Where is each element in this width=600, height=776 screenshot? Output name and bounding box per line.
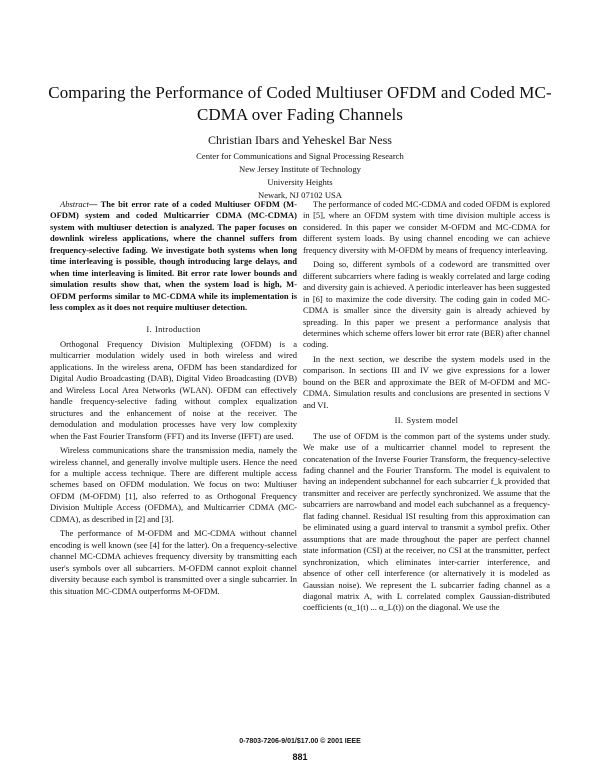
- section-number: I.: [146, 323, 152, 334]
- affiliation: [120, 150, 480, 202]
- body-paragraph: The performance of coded MC-CDMA and coded OFDM is explored in [5], where an OFDM system with time division multiple access is considered. In this paper we consider M-OFDM and MC-CDMA for different system loads. By using channel encoding we can achieve frequency diversity with M-OFDM by means of frequency interleaving.: [303, 199, 550, 255]
- section-heading-introduction: [50, 324, 297, 335]
- page-number: 881: [292, 752, 308, 762]
- body-paragraph: Orthogonal Frequency Division Multiplexing (OFDM) is a multicarrier modulation widely used in both wireless and wired applications. In the wireless arena, OFDM has been standardized for Digital Audio Broadcasting (DAB), Digital Video Broadcasting (DVB) and Wireless Local Area Networks (WLAN). OFDM can effectively handle frequency-selective fading without complex equalization structures and the enhancement of noise at the receiver. The demodulation and modulation processes have very low complexity when the Fast Fourier Transform (FFT) and its Inverse (IFFT) are used.: [50, 338, 297, 441]
- body-paragraph: In the next section, we describe the system models used in the comparison. In sections III and IV we give expressions for a lower bound on the BER and approximate the BER of M-OFDM and MC-CDMA. Simulation results and conclusions are presented in sections V and VI.: [303, 353, 550, 410]
- paper-title: Comparing the Performance of Coded Multiuser OFDM and Coded MC-CDMA over Fading Channels: [48, 83, 552, 124]
- section-title: Introduction: [154, 323, 201, 334]
- body-paragraph: The use of OFDM is the common part of the systems under study. We make use of a multicarrier channel model to represent the concatenation of the Inverse Fourier Transform, the frequency-selective fading channel and the Fourier Transform. The model is equivalent to having an independent subchannel for each subcarrier f_k provided that transmitter and receiver are perfectly synchronized. We assume that the subcarriers are narrowband and model each subchannel as a frequency-flat fading channel. Residual ISI resulting from this approximation can be eliminated using a guard interval to transmit a symbol prefix. Other assumptions that are made throughout the paper are perfect channel state information (CSI) at the receiver, no CSI at the transmitter, perfect synchronization, which eliminates inter-carrier interference, and absence of other cell interference (or alternatively it is modeled as Gaussian noise). We represent the L subcarrier fading channel as a diagonal matrix A, with L correlated complex Gaussian-distributed coefficients (α_1(t) ... α_L(t)) on the diagonal. We use the: [303, 430, 550, 613]
- section-number: II.: [394, 415, 404, 426]
- abstract-text: — The bit error rate of a coded Multiuser OFDM (M-OFDM) system and coded Multicarrier CDMA (MC-CDMA) system with multiuser detection is analyzed. The paper focuses on downlink wireless applications, where the channel suffers from frequency-selective fading. We investigate both systems when long time interleaving is possible, though introducing large delays, and when time interleaving is limited. Bit error rate lower bounds and simulation results show that, when the system load is high, M-OFDM performs similar to MC-CDMA while its implementation is less complex as it does not require multiuser detection.: [50, 199, 297, 313]
- body-paragraph: Doing so, different symbols of a codeword are transmitted over different subcarriers where fading is weakly correlated and large coding and diversity gain is achieved. A periodic interleaver has been suggested in [6] to maximize the code diversity. The coding gain in coded MC-CDMA is smaller since the diversity gain is already achieved by spreading. In this paper we present a performance analysis that determines which scheme offers lower bit error rate (BER) after channel coding.: [303, 259, 550, 350]
- body-paragraph: Wireless communications share the transmission media, namely the wireless channel, and generally involve multiple users. Hence the need for a multiple access technique. There are different multiple access schemes based on OFDM modulation. We focus on two: Multiuser OFDM (M-OFDM) [1], also referred to as Orthogonal Frequency Division Multiple Access (OFDMA), and Multicarrier CDMA (MC-CDMA), as described in [2] and [3].: [50, 445, 297, 524]
- affiliation-line: New Jersey Institute of Technology: [239, 164, 361, 174]
- left-column: [50, 199, 297, 600]
- affiliation-line: University Heights: [267, 177, 333, 187]
- body-paragraph: The performance of M-OFDM and MC-CDMA without channel encoding is well known (see [4] for the latter). On a frequency-selective channel MC-CDMA achieves frequency diversity by transmitting each user's symbols over all subcarriers. M-OFDM cannot exploit channel diversity because each symbol is transmitted over a single subcarrier. In this situation MC-CDMA outperforms M-OFDM.: [50, 528, 297, 596]
- copyright-footer: 0-7803-7206-9/01/$17.00 © 2001 IEEE: [239, 738, 361, 745]
- section-heading-system-model: [303, 415, 550, 426]
- right-column: [303, 199, 550, 617]
- section-title: System model: [406, 415, 459, 426]
- abstract-lead: Abstract: [60, 199, 89, 209]
- author-names: Christian Ibars and Yeheskel Bar Ness: [208, 133, 392, 147]
- affiliation-line: Newark, NJ 07102 USA: [257, 190, 343, 200]
- abstract: [50, 199, 297, 314]
- affiliation-line: Center for Communications and Signal Processing Research: [196, 151, 404, 161]
